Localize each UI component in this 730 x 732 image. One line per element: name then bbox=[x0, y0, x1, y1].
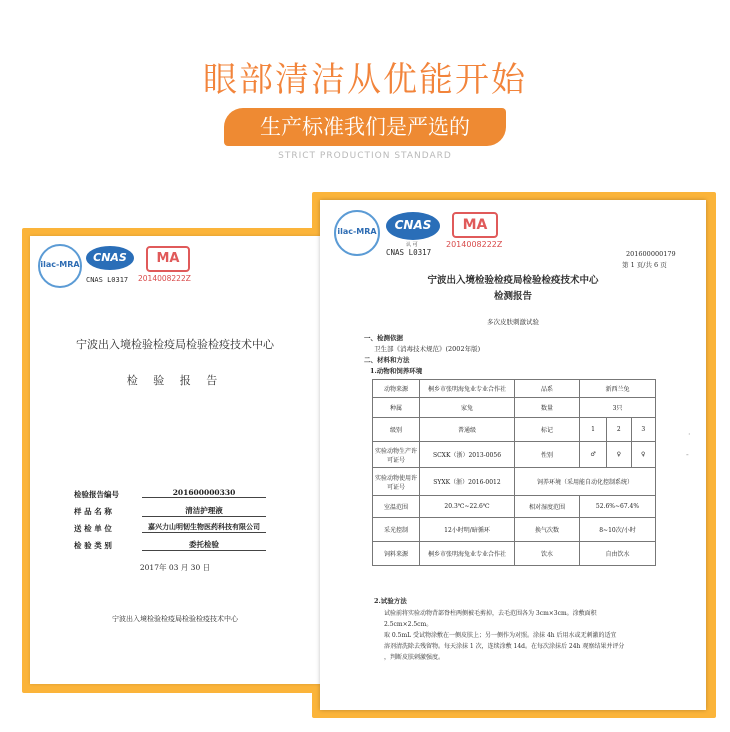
cma-logo: MA bbox=[452, 212, 498, 238]
report-title: 检 验 报 告 bbox=[126, 374, 224, 387]
table-cell: 采光控制 bbox=[373, 518, 420, 542]
table-cell: 普通级 bbox=[420, 418, 515, 442]
method-line: 取 0.5mL 受试物涂敷在一侧皮肤上；另一侧作为对照。涂抹 4h 后用水或无刺激的适宜 bbox=[384, 632, 617, 639]
table-cell: ♀ bbox=[607, 442, 631, 468]
scan-mark: - bbox=[686, 450, 689, 459]
table-cell: 自由饮水 bbox=[580, 542, 656, 566]
table-cell: 52.6%~67.4% bbox=[580, 496, 656, 518]
table-cell: 相对湿度范围 bbox=[515, 496, 580, 518]
animal-environment-table bbox=[372, 379, 656, 566]
table-cell: 3只 bbox=[580, 398, 656, 418]
field-value: 嘉兴力山明韧生物医药科技有限公司 bbox=[142, 522, 266, 533]
cma-logo: MA bbox=[146, 246, 190, 272]
report-date: 2017年 03 月 30 日 bbox=[139, 563, 211, 572]
table-cell: ♀ bbox=[631, 442, 656, 468]
table-cell: 家兔 bbox=[420, 398, 515, 418]
method-line: ，判断皮肤刺激强度。 bbox=[384, 654, 445, 661]
org-name: 宁波出入境检验检疫局检验检疫技术中心 bbox=[427, 275, 599, 286]
table-cell: 新西兰兔 bbox=[580, 380, 656, 398]
field-label: 样 品 名 称 bbox=[74, 507, 112, 516]
test-name: 多次皮肤刺激试验 bbox=[487, 318, 539, 326]
table-cell: 1 bbox=[580, 418, 607, 442]
table-cell: 桐乡市张明海兔业专业合作社 bbox=[420, 380, 515, 398]
table-cell: 饲养环境（采用能自动化控制系统） bbox=[515, 468, 656, 496]
table-cell: 12小时明/暗循环 bbox=[420, 518, 515, 542]
table-cell: SYXK（浙）2016-0012 bbox=[420, 468, 515, 496]
cnas-code: CNAS L0317 bbox=[386, 248, 432, 257]
cnas-small-label: 认 可 bbox=[406, 242, 418, 248]
ilac-mra-logo: ilac-MRA bbox=[334, 210, 380, 256]
table-cell: 种属 bbox=[373, 398, 420, 418]
method-line: 溶剂清洗除去残留物。每天涂抹 1 次，连续涂敷 14d。在每次涂抹后 24h 观察结果并评分 bbox=[384, 643, 625, 650]
method-line: 试验前将实验动物背部脊柱两侧被毛剪掉，去毛范围各为 3cm×3cm。涂敷面积 bbox=[384, 610, 597, 617]
field-value: 201600000330 bbox=[142, 488, 266, 498]
table-cell: 桐乡市张明海兔业专业合作社 bbox=[420, 542, 515, 566]
report-title: 检测报告 bbox=[493, 291, 532, 302]
field-value: 委托检验 bbox=[142, 539, 266, 551]
table-cell: 饮水 bbox=[515, 542, 580, 566]
scan-mark: · bbox=[688, 430, 691, 439]
method-line: 2.5cm×2.5cm。 bbox=[384, 621, 433, 628]
ilac-mra-logo: ilac-MRA bbox=[38, 244, 82, 288]
footer-org: 宁波出入境检验检疫局检验检疫技术中心 bbox=[112, 615, 238, 623]
table-cell: 饲料来源 bbox=[373, 542, 420, 566]
table-cell: 室温范围 bbox=[373, 496, 420, 518]
table-cell: 动物来源 bbox=[373, 380, 420, 398]
cnas-code: CNAS L0317 bbox=[86, 276, 129, 284]
table-cell: SCXK（浙）2013-0056 bbox=[420, 442, 515, 468]
field-value: 清洁护理液 bbox=[142, 505, 266, 517]
table-cell: ♂ bbox=[580, 442, 607, 468]
table-cell: 性别 bbox=[515, 442, 580, 468]
table-cell: 品系 bbox=[515, 380, 580, 398]
section-heading: 二、材料和方法 bbox=[364, 356, 410, 364]
left-report-page bbox=[30, 236, 320, 684]
right-report-page bbox=[320, 200, 706, 710]
field-label: 送 检 单 位 bbox=[74, 524, 112, 533]
page-indicator: 第 1 页/共 6 页 bbox=[622, 261, 667, 269]
section-subheading: 2.试验方法 bbox=[374, 597, 407, 605]
section-subheading: 1.动物和饲养环境 bbox=[370, 367, 423, 375]
page-title: 眼部清洁从优能开始 bbox=[203, 60, 527, 100]
table-cell: 换气次数 bbox=[515, 518, 580, 542]
section-heading: 一、检测依据 bbox=[364, 334, 403, 342]
page-subtitle: STRICT PRODUCTION STANDARD bbox=[278, 151, 452, 161]
table-cell: 3 bbox=[631, 418, 656, 442]
report-number: 201600000179 bbox=[626, 250, 676, 258]
table-cell: 级别 bbox=[373, 418, 420, 442]
table-cell: 实验动物生产许可证号 bbox=[373, 442, 420, 468]
table-cell: 20.3℃~22.6℃ bbox=[420, 496, 515, 518]
cnas-logo: CNAS bbox=[86, 246, 134, 270]
field-label: 检验报告编号 bbox=[74, 490, 119, 499]
table-cell: 数量 bbox=[515, 398, 580, 418]
table-cell: 8~10次/小时 bbox=[580, 518, 656, 542]
cma-code: 2014008222Z bbox=[138, 274, 191, 283]
table-cell: 实验动物使用许可证号 bbox=[373, 468, 420, 496]
org-name: 宁波出入境检验检疫局检验检疫技术中心 bbox=[76, 338, 274, 351]
cma-code: 2014008222Z bbox=[446, 240, 503, 249]
field-label: 检 验 类 别 bbox=[74, 541, 112, 550]
cnas-logo: CNAS bbox=[386, 212, 440, 240]
basis-text: 卫生部《消毒技术规范》(2002年版) bbox=[374, 345, 481, 353]
table-cell: 2 bbox=[607, 418, 631, 442]
table-cell: 标记 bbox=[515, 418, 580, 442]
tag-banner: 生产标准我们是严选的 bbox=[224, 108, 506, 146]
